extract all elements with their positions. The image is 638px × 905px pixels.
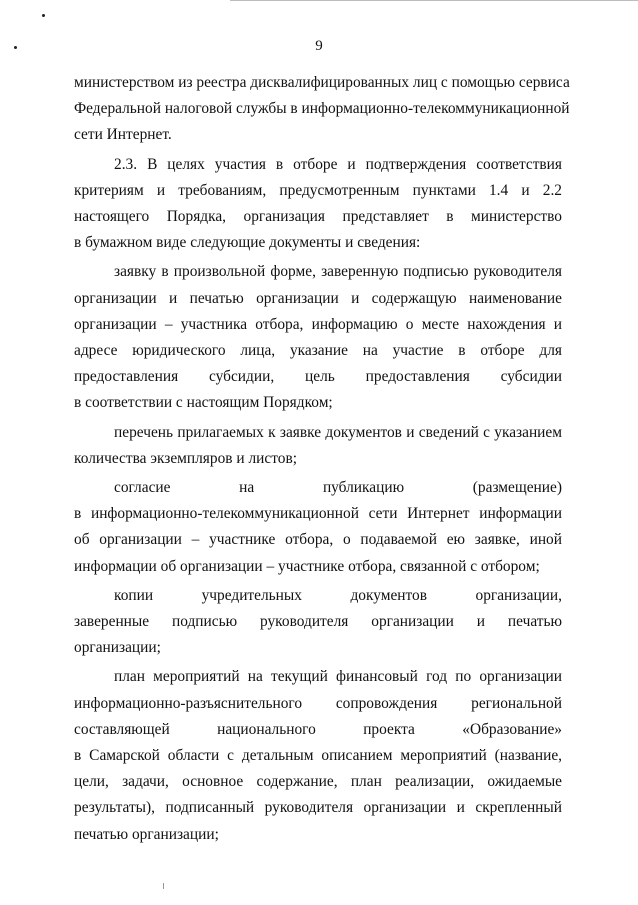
text-line: план мероприятий на текущий финансовый год по организации xyxy=(114,668,562,686)
text-line: в Самарской области с детальным описанием мероприятий (название, xyxy=(74,747,562,765)
paragraph xyxy=(74,475,562,580)
text-line: копии учредительных документов организации, xyxy=(114,586,562,604)
text-line: согласие на публикацию (размещение) xyxy=(114,479,562,497)
paragraph xyxy=(74,420,562,472)
text-line: информационно-разъяснительного сопровождения региональной xyxy=(74,694,562,712)
text-line: в бумажном виде следующие документы и сведения: xyxy=(74,234,421,252)
text-line: перечень прилагаемых к заявке документов и сведений с указанием xyxy=(114,423,562,441)
text-line: организации; xyxy=(74,639,161,657)
text-line: министерством из реестра дисквалифицированных лиц с помощью сервиса xyxy=(74,74,570,91)
text-line: организации и печатью организации и содержащую наименование xyxy=(74,289,562,307)
paragraph xyxy=(74,259,562,416)
paragraph xyxy=(74,152,562,257)
scan-speck xyxy=(163,883,164,889)
document-body xyxy=(74,70,570,848)
text-line: критериям и требованиям, предусмотренным пунктами 1.4 и 2.2 xyxy=(74,181,562,199)
text-line: количества экземпляров и листов; xyxy=(74,449,297,467)
text-line: адресе юридического лица, указание на участие в отборе для xyxy=(74,342,562,360)
text-line: результаты), подписанный руководителя организации и скрепленный xyxy=(74,799,562,817)
text-line: в соответствии с настоящим Порядком; xyxy=(74,394,333,412)
text-line: 2.3. В целях участия в отборе и подтверждения соответствия xyxy=(114,155,562,173)
text-line: сети Интернет. xyxy=(74,126,172,144)
text-line: печатью организации; xyxy=(74,825,219,843)
scan-speck xyxy=(42,14,45,17)
text-line: заявку в произвольной форме, заверенную подписью руководителя xyxy=(114,263,562,281)
text-line: составляющей национального проекта «Образование» xyxy=(74,720,562,738)
text-line: Федеральной налоговой службы в информационно-телекоммуникационной xyxy=(74,100,570,118)
text-line: предоставления субсидии, цель предоставления субсидии xyxy=(74,368,562,386)
text-line: в информационно-телекоммуникационной сети Интернет информации xyxy=(74,505,562,523)
top-edge-rule xyxy=(230,0,638,1)
text-line: об организации – участнике отбора, о подаваемой ею заявке, иной xyxy=(74,531,562,549)
text-line: цели, задачи, основное содержание, план реализации, ожидаемые xyxy=(74,773,562,791)
paragraph xyxy=(74,664,562,847)
paragraph xyxy=(74,70,570,149)
page-number: 9 xyxy=(315,38,323,54)
text-line: информации об организации – участнике отбора, связанной с отбором; xyxy=(74,557,540,575)
text-line: организации – участника отбора, информацию о месте нахождения и xyxy=(74,315,562,333)
paragraph xyxy=(74,583,562,662)
text-line: заверенные подписью руководителя организации и печатью xyxy=(74,613,562,631)
text-line: настоящего Порядка, организация представляет в министерство xyxy=(74,208,562,226)
